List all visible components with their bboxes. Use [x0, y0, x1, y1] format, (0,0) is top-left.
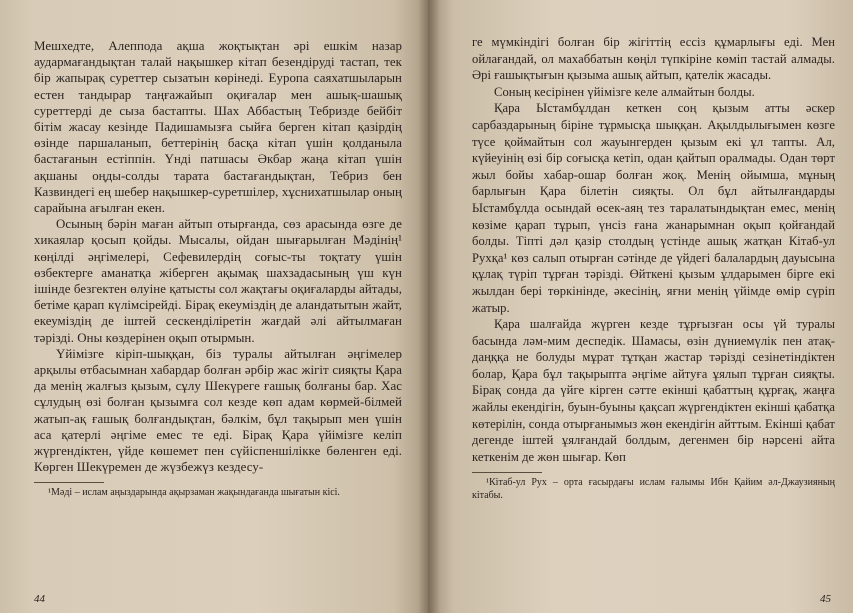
right-page: [428, 0, 853, 613]
right-paragraph-1: ге мүмкіндігі болған бір жігіттің ессіз құмарлығы еді. Мен ойлағандай, ол махаббатын көңіл түпкіріне көміп тастай алмады. Әрі ғашықтығын қызыма ашық айтып, қателік жасады.: [472, 35, 835, 83]
footnote-divider: [34, 482, 104, 483]
right-paragraph-4: Қара шалғайда жүрген кезде тұрғызған осы үй туралы басында ләм-мим деспедік. Шамасы, өзін дүниемүлік пен атақ-даңққа не болуды мұрат тұтқан жастар тәрізді сезінетіндіктен болар, Қара бұл тақырыпта әңгіме айтуға ұялып тұрған сияқты. Бірақ сонда да үйге кірген сәтте екінші қабаттың құрғақ, жаңға жайлы екендігін, буын-буыны қақсап жүргендіктен екінші қабатқа көтерілін, сонда отырғанымыз жөн екендігін айттым. Екінші қабат дегенде іштей ұялғандай болдым, дегенмен бір нәрсені айта кеткенім де жөн шығар. Көп: [472, 317, 835, 464]
right-paragraph-3: Қара Ыстамбұлдан кеткен соң қызым атты әскер сарбаздарының біріне тұрмысқа шыққан. Ақылдылығымен көзге түсе қоймайтын сол жауынгерден қызым екі ұл тапты. Ал, күйеуінің өзі бір соғысқа кетіп, одан қайтып оралмады. Одан төрт жыл бойы хабар-ошар болған жоқ. Менің ойымша, мұның барлығын Қара білетін сияқты. Ол бұл айтылғандарды Ыстамбұлда осындай өсек-аяң тез таралатындықтан емес, менің көзіме қарап тұрып, үнсіз ғана жанарымнан оқып қойғандай болды. Тіпті дәл қазір столдың үстінде ашық жатқан Кітаб-ул Рухқа¹ көз салып отырған сәтінде де үйдегі балалардың дауысына құлақ түріп тұрған тәрізді. Өйткені қызым ұлдарымен бірге екі жылдан бері төркінінде, әкесінің, яғни менің үйімде өмір сүріп жатыр.: [472, 101, 835, 315]
left-paragraph-3: Үйімізге кіріп-шыққан, біз туралы айтылған әңгімелер арқылы өтбасымнан хабардар болған әрбір жас жігіт сияқты Қара да менің жалғыз қызым, сұлу Шекүреге ғашық болғаны бар. Хас сұлудың өзі болған қызымға сол кезде көп адам көрмей-білмей жатып-ақ ғашық болғандықтан, бәлкім, бұл тақырып мен үшін аса қатерлі әңгіме емес те еді. Бірақ Қара үйімізге келіп жүргендіктен, үйде көшемет пен сүйіспеншілікке бөленген еді. Көрген Шекүремен де жүзбежүз кездесу-: [34, 346, 402, 475]
left-paragraph-2: Осының бәрін маған айтып отырғанда, сөз арасында өзге де хикаялар қосып қойды. Мысалы, ойдан шығарылған Мәдінің¹ көңілді әңгімелері, Сефевилердің соғыс-ты тоқтату үшін өзбектерге аманатқа жіберген ақымақ шахзадасының үш күн ішінде безгектен өлуіне қатысты сол жақтағы оқиғаларды айтады, бетіме қарап күлімсірейді. Бірақ екеуміздің де аландатытын жайт, екеуміздің де іштей сескенділіретін жағдай әлі айтылмаған тәрізді. Оны көздерінен оқып отырмын.: [34, 217, 402, 345]
right-footnote: ¹Кітаб-ул Рух – орта ғасырдағы ислам ғалымы Ибн Қайим әл-Джаузияның кітабы.: [472, 477, 835, 501]
left-page-number: 44: [34, 593, 45, 605]
right-paragraph-2: Соның кесірінен үйімізге келе алмайтын болды.: [494, 84, 755, 99]
left-paragraph-1: Мешхедте, Алеппода ақша жоқтықтан әрі ешкім назар аудармағандықтан талай нақышкер кітап безендіруді тастап, тек бір жапырақ суреттер сызатын көрінеді. Еуропа саяхатшыларын естен тандырар таңғажайып оқиғалар мен ашық-шашық суреттерді де сыза бастапты. Шах Аббастың Тебризде бейбіт бітім жасау кезінде Падишамызға сыйға берген кітап қазірдің өзінде паршаланып, беттерінің басқа кітап үшін қолданыла бастағанын естіппін. Үнді патшасы Әкбар жаңа кітап үшін ақшаны оңды-солды тарата бастағандықтан, Тебриз бен Казвиндегі ең шебер нақышкер-суретшілер, хұснихатшылар оның сарайына ағылған екен.: [34, 39, 402, 216]
right-page-number: 45: [820, 593, 831, 605]
left-footnote: ¹Мәді – ислам аңыздарында ақырзаман жақындағанда шығатын кісі.: [48, 487, 340, 499]
footnote-divider: [472, 472, 542, 473]
